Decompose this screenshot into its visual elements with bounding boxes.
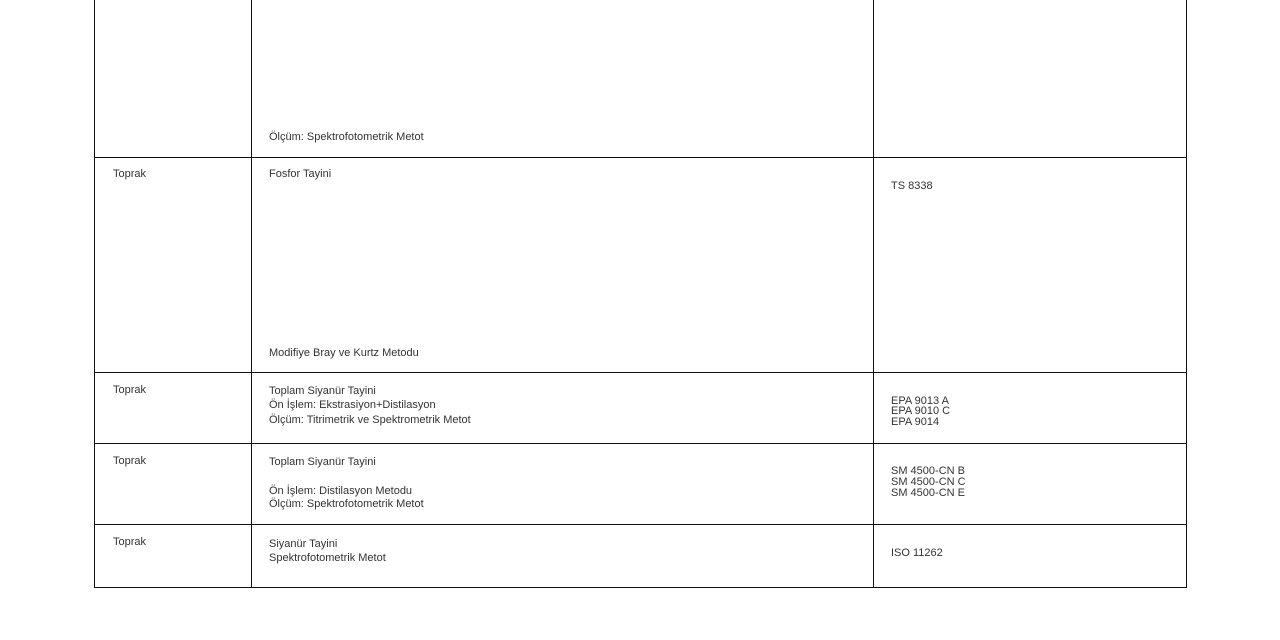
matrix-cell: Toprak: [113, 455, 147, 467]
accreditation-table: [94, 0, 1187, 588]
matrix-cell: Toprak: [113, 384, 147, 396]
column-divider-matrix: [251, 0, 252, 587]
method-text: Ölçüm: Spektrofotometrik Metot: [269, 131, 424, 143]
row-divider: [95, 372, 1186, 373]
method-title: Siyanür Tayini: [269, 538, 338, 550]
column-divider-method: [873, 0, 874, 587]
matrix-cell: Toprak: [113, 168, 147, 180]
standard-reference: EPA 9010 C: [891, 405, 951, 417]
standard-reference: EPA 9013 A: [891, 395, 949, 407]
method-title: Toplam Siyanür Tayini: [269, 456, 376, 468]
standard-reference: SM 4500-CN B: [891, 465, 965, 477]
method-text: Ön İşlem: Ekstrasiyon+Distilasyon: [269, 399, 436, 411]
method-text: Modifiye Bray ve Kurtz Metodu: [269, 347, 419, 359]
standard-reference: EPA 9014: [891, 416, 940, 428]
method-title: Toplam Siyanür Tayini: [269, 385, 376, 397]
standard-reference: TS 8338: [891, 180, 933, 192]
method-text: Ön İşlem: Distilasyon Metodu: [269, 485, 413, 497]
method-text: Spektrofotometrik Metot: [269, 552, 386, 564]
row-divider: [95, 524, 1186, 525]
standard-reference: SM 4500-CN C: [891, 476, 966, 488]
standard-reference: ISO 11262: [891, 547, 943, 559]
standard-reference: SM 4500-CN E: [891, 487, 965, 499]
method-text: Ölçüm: Titrimetrik ve Spektrometrik Metot: [269, 414, 471, 426]
row-divider: [95, 157, 1186, 158]
matrix-cell: Toprak: [113, 536, 147, 548]
method-text: Ölçüm: Spektrofotometrik Metot: [269, 498, 424, 510]
method-title: Fosfor Tayini: [269, 168, 332, 180]
row-divider: [95, 443, 1186, 444]
